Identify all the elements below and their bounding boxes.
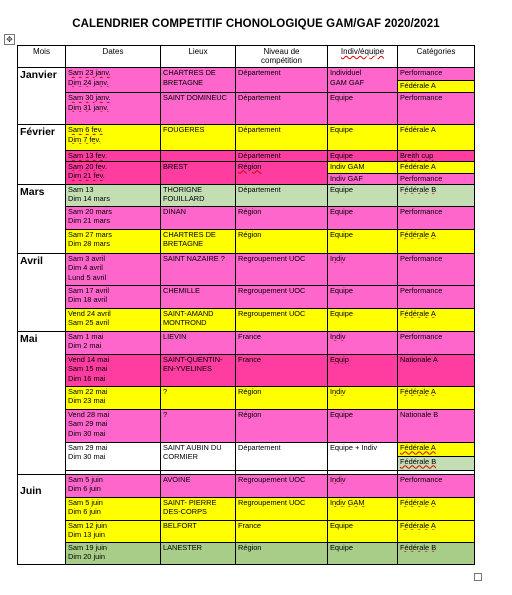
date-line: Dim 30 mai (68, 428, 106, 438)
category-line: Fédérale A (400, 497, 436, 507)
lieu-line: CHARTRES DE (163, 229, 216, 239)
lieu-line: SAINT AUBIN DU (163, 442, 222, 452)
date-line: Dim 31 janv. (68, 102, 109, 112)
table-row (18, 151, 475, 162)
categories-cell (398, 125, 475, 151)
indiv-line: Equipe (330, 542, 354, 552)
indiv-line: Indiv GAM (330, 497, 365, 507)
dates-cell (66, 386, 161, 409)
month-mai: Mai (18, 331, 66, 474)
date-line: Sam 6 fev. (68, 125, 103, 134)
category-line: Fédérale B (398, 456, 474, 470)
niveau-cell: France (236, 354, 328, 386)
date-line: Sam 27 mars (68, 229, 112, 239)
category-line: Fédérale B (400, 184, 437, 194)
date-line: Dim 16 mai (68, 373, 106, 383)
date-line: Sam 17 avril (68, 285, 110, 295)
table-row (18, 161, 475, 184)
lieu-line: BRETAGNE (163, 239, 204, 248)
lieux-cell (161, 308, 236, 331)
indiv-line: Indiv (330, 474, 346, 484)
date-line: Sam 5 juin (68, 497, 103, 507)
indiv-line: Indiv GAF (328, 173, 397, 184)
header-dates: Dates (66, 46, 161, 68)
category-line: Performance (400, 206, 443, 216)
indiv-cell (328, 161, 398, 184)
table-row (18, 93, 475, 125)
header-niveau-line2: compétition (261, 56, 302, 65)
indiv-cell (328, 93, 398, 125)
date-line: Sam 30 janv. (68, 93, 111, 102)
categories-cell (398, 184, 475, 206)
indiv-cell (328, 68, 398, 93)
date-line: Sam 19 juin (68, 542, 108, 552)
table-row (18, 386, 475, 409)
categories-cell (398, 285, 475, 308)
categories-cell (398, 409, 475, 442)
categories-cell (398, 151, 475, 162)
lieu-line: SAINT-AMAND (163, 308, 214, 318)
category-line: Nationale A (400, 354, 438, 364)
lieux-cell (161, 409, 236, 442)
category-line: Performance (398, 68, 474, 80)
niveau-value: Région (238, 161, 262, 171)
lieu-line: SAINT NAZAIRE ? (163, 253, 225, 263)
lieu-line: BRETAGNE (163, 77, 204, 87)
indiv-cell (328, 125, 398, 151)
indiv-line: Equipe (330, 520, 354, 530)
table-row (18, 206, 475, 229)
table-move-handle-icon[interactable]: ✥ (4, 34, 15, 45)
date-line: Sam 12 juin (68, 520, 108, 530)
dates-cell (66, 93, 161, 125)
indiv-line: Equipe + Indiv (330, 442, 378, 452)
niveau-cell: Département (236, 93, 328, 125)
date-line: Dim 30 mai (68, 452, 106, 461)
niveau-cell: Département (236, 125, 328, 151)
indiv-cell (328, 151, 398, 162)
date-line: Sam 13 fev. (68, 151, 107, 160)
dates-cell (66, 206, 161, 229)
date-line: Dim 21 fev. (68, 171, 105, 180)
category-line: Performance (400, 93, 443, 102)
header-lieux: Lieux (161, 46, 236, 68)
date-line: Dim 14 mars (68, 194, 110, 203)
categories-cell (398, 93, 475, 125)
dates-cell (66, 68, 161, 93)
niveau-cell: Regroupement UOC (236, 285, 328, 308)
categories-cell (398, 331, 475, 354)
lieux-cell (161, 285, 236, 308)
table-row (18, 331, 475, 354)
date-line: Dim 28 mars (68, 239, 110, 248)
indiv-cell (328, 386, 398, 409)
dates-cell (66, 229, 161, 253)
header-indiv-label: Indiv/équipe (340, 47, 385, 56)
dates-cell (66, 161, 161, 184)
indiv-cell (328, 497, 398, 520)
date-line: Sam 25 avril (68, 318, 110, 327)
lieu-line: CHARTRES DE (163, 68, 216, 77)
lieux-cell (161, 125, 236, 151)
category-line: Fédérale A (400, 520, 436, 530)
niveau-cell: Département (236, 151, 328, 162)
category-line: Fédérale A (398, 443, 474, 456)
dates-cell (66, 151, 161, 162)
date-line: Sam 5 juin (68, 474, 103, 484)
date-line: Dim 24 janv. (68, 77, 109, 87)
date-line: Sam 3 avril (68, 253, 105, 263)
header-niveau (236, 46, 328, 68)
indiv-cell (328, 253, 398, 285)
indiv-line: Equipe (330, 206, 354, 216)
indiv-line: GAM GAF (330, 77, 365, 87)
indiv-cell (328, 442, 398, 470)
dates-cell (66, 285, 161, 308)
header-niveau-line1: Niveau de (263, 47, 300, 56)
category-line: Performance (400, 285, 443, 295)
indiv-line: Equipe (330, 308, 354, 318)
indiv-cell (328, 409, 398, 442)
niveau-cell: Région (236, 409, 328, 442)
table-row (18, 497, 475, 520)
indiv-line: Equipe (330, 285, 354, 295)
categories-cell (398, 308, 475, 331)
table-row (18, 474, 475, 497)
date-line: Dim 7 fev. (68, 134, 101, 144)
table-resize-handle-icon[interactable] (474, 573, 482, 581)
calendar-table (17, 45, 475, 565)
indiv-cell (328, 229, 398, 253)
date-line: Dim 6 juin (68, 507, 101, 516)
lieu-line: DES-CORPS (163, 507, 207, 516)
lieu-line: SAINT-QUENTIN- (163, 354, 223, 364)
categories-cell (398, 442, 475, 470)
categories-cell (398, 253, 475, 285)
categories-cell (398, 206, 475, 229)
date-line: Vend 24 avril (68, 308, 111, 318)
categories-cell (398, 161, 475, 184)
lieux-cell (161, 184, 236, 206)
table-row (18, 125, 475, 151)
date-line: Sam 15 mai (68, 364, 108, 373)
niveau-cell: Regroupement UOC (236, 474, 328, 497)
dates-cell (66, 184, 161, 206)
indiv-line: Equipe (330, 229, 354, 239)
lieux-cell (161, 229, 236, 253)
date-line: Dim 20 juin (68, 552, 105, 561)
indiv-line: Individuel (330, 68, 362, 77)
table-row (18, 308, 475, 331)
indiv-cell (328, 520, 398, 542)
categories-cell (398, 497, 475, 520)
indiv-cell (328, 542, 398, 564)
date-line: Sam 29 mai (68, 442, 108, 452)
month-fevrier: Février (18, 125, 66, 185)
lieu-line: CHEMILLE (163, 285, 200, 295)
date-line: Sam 29 mai (68, 419, 108, 428)
table-row (18, 520, 475, 542)
categories-cell (398, 229, 475, 253)
lieu-line: DINAN (163, 206, 186, 216)
indiv-line: Equipe (330, 151, 354, 160)
niveau-cell: Région (236, 386, 328, 409)
lieux-cell (161, 93, 236, 125)
date-line: Dim 13 juin (68, 530, 105, 539)
indiv-line: Indiv GAM (328, 162, 397, 173)
categories-cell (398, 542, 475, 564)
table-row (18, 409, 475, 442)
category-line: Performance (398, 173, 474, 184)
header-categories: Catégories (398, 46, 475, 68)
niveau-cell: Département (236, 68, 328, 93)
date-line: Sam 23 janv. (68, 68, 111, 77)
lieux-cell (161, 331, 236, 354)
indiv-cell (328, 354, 398, 386)
lieu-line: FOUGERES (163, 125, 205, 134)
table-row (18, 285, 475, 308)
indiv-line: Equipe (330, 184, 354, 194)
lieu-line: ? (163, 386, 168, 396)
lieux-cell (161, 442, 236, 470)
indiv-line: Equipe (330, 125, 354, 134)
category-line: Performance (400, 331, 443, 341)
indiv-line: Equipe (330, 93, 354, 102)
table-row (18, 542, 475, 564)
niveau-cell (236, 161, 328, 184)
categories-cell (398, 68, 475, 93)
lieux-cell (161, 542, 236, 564)
lieu-line: FOUILLARD (163, 194, 205, 203)
month-juin: Juin (18, 474, 66, 564)
indiv-cell (328, 184, 398, 206)
table-row (18, 253, 475, 285)
lieu-line: BREST (163, 161, 188, 171)
category-line: Performance (400, 253, 443, 263)
dates-cell (66, 497, 161, 520)
date-line: Dim 2 mai (68, 341, 102, 350)
date-line: Vend 14 mai (68, 354, 110, 364)
table-row (18, 68, 475, 93)
categories-cell (398, 386, 475, 409)
indiv-cell (328, 331, 398, 354)
category-line: Fédérale A (400, 125, 436, 134)
lieu-line: SAINT- PIERRE (163, 497, 217, 507)
category-line: Fédérale A (400, 386, 436, 396)
lieu-line: LIEVIN (163, 331, 187, 341)
month-mars: Mars (18, 184, 66, 253)
lieu-line: CORMIER (163, 452, 198, 461)
lieux-cell (161, 386, 236, 409)
lieux-cell (161, 354, 236, 386)
dates-cell (66, 542, 161, 564)
categories-cell (398, 354, 475, 386)
lieux-cell (161, 497, 236, 520)
table-row (18, 442, 475, 470)
lieux-cell (161, 68, 236, 93)
dates-cell (66, 409, 161, 442)
lieux-cell (161, 474, 236, 497)
categories-cell (398, 520, 475, 542)
document-title: CALENDRIER COMPETITIF CHONOLOGIQUE GAM/GAF 2020/2021 (72, 18, 440, 30)
table-row (18, 354, 475, 386)
dates-cell (66, 520, 161, 542)
month-avril: Avril (18, 253, 66, 331)
indiv-cell (328, 474, 398, 497)
date-line: Sam 20 fev. (68, 161, 107, 171)
lieu-line: EN-YVELINES (163, 364, 212, 373)
month-janvier: Janvier (18, 68, 66, 125)
date-line: Sam 22 mai (68, 386, 108, 396)
dates-cell (66, 331, 161, 354)
niveau-cell: Région (236, 229, 328, 253)
indiv-cell (328, 285, 398, 308)
dates-cell (66, 253, 161, 285)
niveau-cell: Région (236, 542, 328, 564)
niveau-cell: Département (236, 442, 328, 470)
lieu-line: MONTROND (163, 318, 207, 327)
indiv-line: Equip (330, 354, 349, 364)
niveau-cell: Région (236, 206, 328, 229)
category-line: Fédérale A (400, 229, 436, 239)
niveau-cell: Regroupement UOC (236, 308, 328, 331)
category-line: Fédérale A (400, 308, 436, 318)
category-line: Performance (400, 474, 443, 484)
category-line: Nationale B (400, 409, 439, 419)
indiv-line: Equipe (330, 409, 354, 419)
niveau-cell: France (236, 331, 328, 354)
lieu-line: AVOINE (163, 474, 191, 484)
table-row (18, 229, 475, 253)
date-line: Vend 28 mai (68, 409, 110, 419)
date-line: Sam 1 mai (68, 331, 104, 341)
dates-cell (66, 125, 161, 151)
lieu-line: LANESTER (163, 542, 203, 552)
table-row (18, 184, 475, 206)
date-line: Lund 5 avril (68, 272, 107, 282)
lieux-cell (161, 520, 236, 542)
lieu-line: SAINT DOMINEUC (163, 93, 227, 102)
lieu-line: ? (163, 409, 168, 419)
header-mois: Mois (18, 46, 66, 68)
lieux-cell (161, 206, 236, 229)
date-line: Dim 18 avril (68, 295, 108, 304)
lieu-line: BELFORT (163, 520, 197, 530)
indiv-line: Indiv (330, 331, 346, 341)
dates-cell (66, 354, 161, 386)
dates-cell (66, 308, 161, 331)
table-header-row (18, 46, 475, 68)
date-line: Sam 13 (68, 184, 94, 194)
niveau-cell: Regroupement UOC (236, 497, 328, 520)
category-line: Fédérale A (398, 162, 474, 173)
niveau-cell: Regroupement UOC (236, 253, 328, 285)
indiv-cell (328, 308, 398, 331)
date-line: Dim 6 juin (68, 484, 101, 493)
category-line: Fédérale A (398, 80, 474, 92)
niveau-cell: Département (236, 184, 328, 206)
lieux-cell (161, 151, 236, 162)
date-line: Dim 23 mai (68, 396, 106, 405)
category-line: Breith cup (400, 151, 434, 160)
indiv-line: Indiv (330, 386, 346, 396)
header-indiv (328, 46, 398, 68)
niveau-cell: France (236, 520, 328, 542)
lieux-cell (161, 253, 236, 285)
date-line: Dim 21 mars (68, 216, 110, 225)
dates-cell (66, 442, 161, 470)
date-line: Sam 20 mars (68, 206, 112, 216)
lieu-line: THORIGNE (163, 184, 203, 194)
category-line: Fédérale B (400, 542, 437, 552)
lieux-cell (161, 161, 236, 184)
indiv-cell (328, 206, 398, 229)
categories-cell (398, 474, 475, 497)
indiv-line: Indiv (330, 253, 346, 263)
dates-cell (66, 474, 161, 497)
date-line: Dim 4 avril (68, 263, 103, 272)
